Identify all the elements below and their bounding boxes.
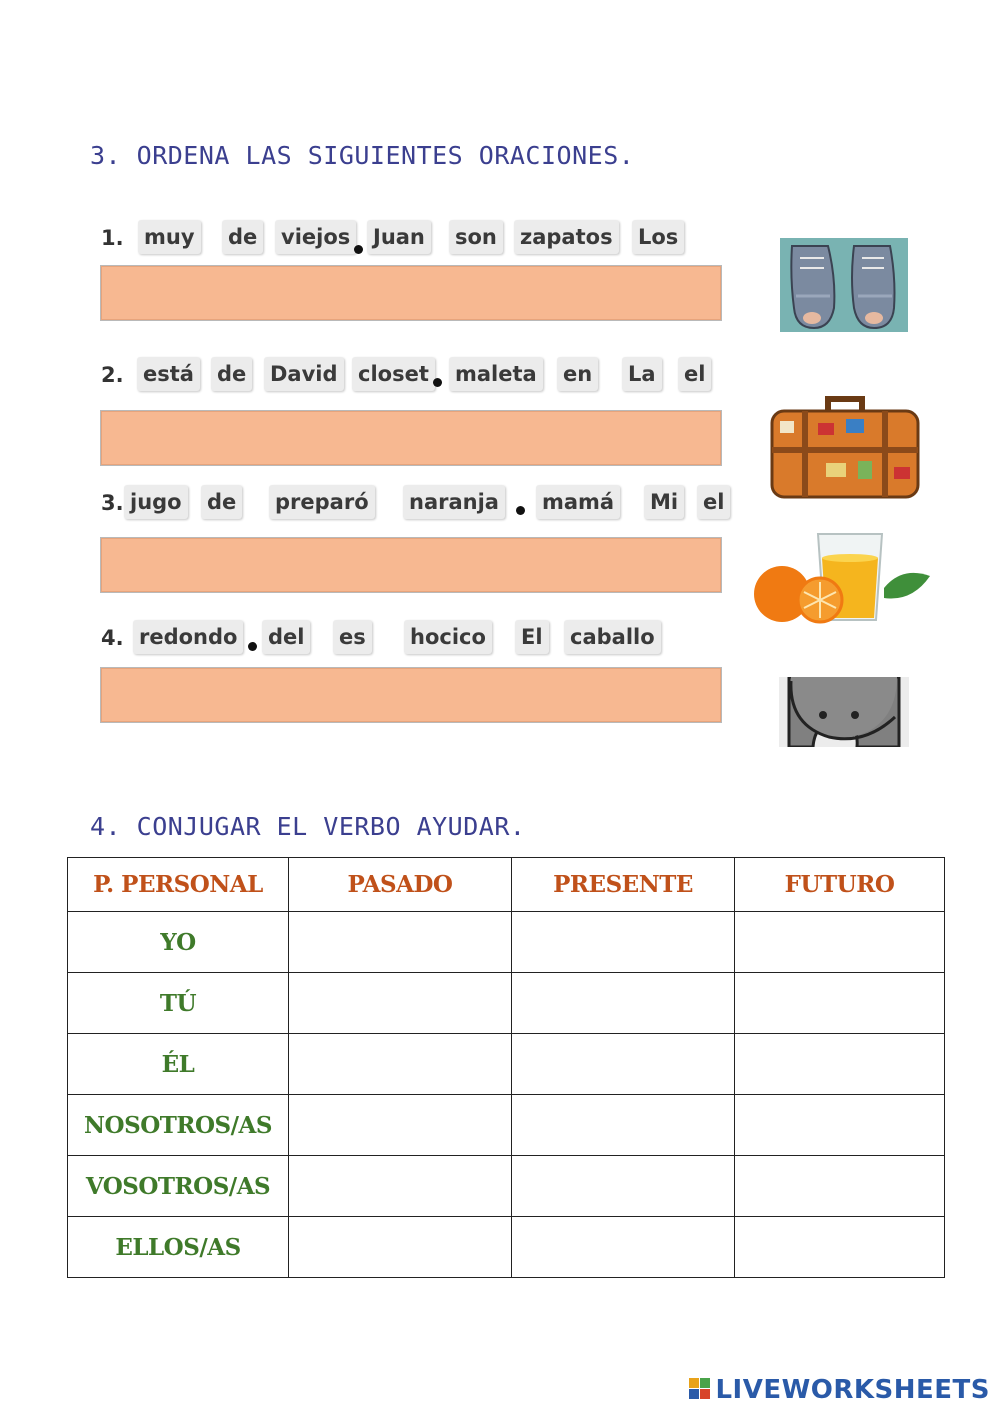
section-3-title: 3. ORDENA LAS SIGUIENTES ORACIONES. <box>90 141 635 170</box>
answer-cell[interactable] <box>289 973 512 1034</box>
word-chip[interactable]: de <box>201 485 242 519</box>
worn-shoes-picture <box>780 238 908 332</box>
table-row <box>68 1217 945 1278</box>
word-chip[interactable]: redondo <box>133 620 243 654</box>
word-chip[interactable]: son <box>449 220 503 254</box>
answer-cell[interactable] <box>289 1034 512 1095</box>
answer-field-2[interactable] <box>100 410 722 466</box>
answer-cell[interactable] <box>512 1034 735 1095</box>
word-chip[interactable]: mamá <box>536 485 620 519</box>
answer-cell[interactable] <box>735 1156 945 1217</box>
word-chip[interactable]: La <box>622 357 662 391</box>
header-presente: PRESENTE <box>512 858 735 912</box>
section-4-title: 4. CONJUGAR EL VERBO AYUDAR. <box>90 812 526 841</box>
period-dot[interactable] <box>354 245 363 254</box>
table-row <box>68 1156 945 1217</box>
suitcase-picture <box>766 393 924 503</box>
answer-cell[interactable] <box>735 1217 945 1278</box>
table-row <box>68 973 945 1034</box>
question-1-number: 1. <box>101 226 124 250</box>
answer-cell[interactable] <box>512 1156 735 1217</box>
table-row <box>68 912 945 973</box>
liveworksheets-brand-text: LIVEWORKSHEETS <box>715 1375 990 1405</box>
word-chip[interactable]: Los <box>632 220 684 254</box>
answer-cell[interactable] <box>735 1095 945 1156</box>
header-futuro: FUTURO <box>735 858 945 912</box>
word-chip[interactable]: El <box>515 620 549 654</box>
header-pasado: PASADO <box>289 858 512 912</box>
period-dot[interactable] <box>516 506 525 515</box>
answer-cell[interactable] <box>512 1217 735 1278</box>
orange-juice-picture <box>752 526 935 626</box>
pronoun-cell: VOSOTROS/AS <box>68 1156 289 1217</box>
word-chip[interactable]: está <box>137 357 200 391</box>
pronoun-cell: YO <box>68 912 289 973</box>
answer-field-3[interactable] <box>100 537 722 593</box>
word-chip[interactable]: zapatos <box>514 220 619 254</box>
question-2-number: 2. <box>101 363 124 387</box>
word-chip[interactable]: viejos <box>275 220 356 254</box>
answer-cell[interactable] <box>289 1217 512 1278</box>
word-chip[interactable]: el <box>697 485 730 519</box>
pronoun-cell: NOSOTROS/AS <box>68 1095 289 1156</box>
word-chip[interactable]: el <box>678 357 711 391</box>
word-chip[interactable]: de <box>222 220 263 254</box>
pronoun-cell: ELLOS/AS <box>68 1217 289 1278</box>
question-4-number: 4. <box>101 626 124 650</box>
answer-cell[interactable] <box>512 1095 735 1156</box>
word-chip[interactable]: Mi <box>644 485 684 519</box>
horse-snout-picture <box>779 677 909 747</box>
liveworksheets-logo-icon <box>689 1378 711 1400</box>
table-row <box>68 1034 945 1095</box>
word-chip[interactable]: muy <box>138 220 201 254</box>
word-chip[interactable]: Juan <box>367 220 431 254</box>
answer-cell[interactable] <box>735 973 945 1034</box>
liveworksheets-logo[interactable] <box>689 1375 990 1405</box>
answer-cell[interactable] <box>512 973 735 1034</box>
question-3-number: 3. <box>101 491 124 515</box>
word-chip[interactable]: caballo <box>564 620 661 654</box>
answer-cell[interactable] <box>735 912 945 973</box>
word-chip[interactable]: naranja <box>403 485 505 519</box>
word-chip[interactable]: de <box>211 357 252 391</box>
answer-field-1[interactable] <box>100 265 722 321</box>
word-chip[interactable]: David <box>264 357 344 391</box>
pronoun-cell: ÉL <box>68 1034 289 1095</box>
word-chip[interactable]: preparó <box>269 485 375 519</box>
word-chip[interactable]: closet <box>352 357 435 391</box>
answer-field-4[interactable] <box>100 667 722 723</box>
answer-cell[interactable] <box>735 1034 945 1095</box>
answer-cell[interactable] <box>289 1095 512 1156</box>
answer-cell[interactable] <box>289 912 512 973</box>
word-chip[interactable]: es <box>333 620 372 654</box>
word-chip[interactable]: hocico <box>404 620 492 654</box>
period-dot[interactable] <box>248 642 257 651</box>
word-chip[interactable]: maleta <box>449 357 543 391</box>
table-header-row <box>68 858 945 912</box>
word-chip[interactable]: en <box>557 357 598 391</box>
answer-cell[interactable] <box>512 912 735 973</box>
conjugation-table <box>67 857 945 1278</box>
table-row <box>68 1095 945 1156</box>
period-dot[interactable] <box>433 378 442 387</box>
word-chip[interactable]: del <box>262 620 310 654</box>
answer-cell[interactable] <box>289 1156 512 1217</box>
header-personal: P. PERSONAL <box>68 858 289 912</box>
pronoun-cell: TÚ <box>68 973 289 1034</box>
word-chip[interactable]: jugo <box>124 485 188 519</box>
